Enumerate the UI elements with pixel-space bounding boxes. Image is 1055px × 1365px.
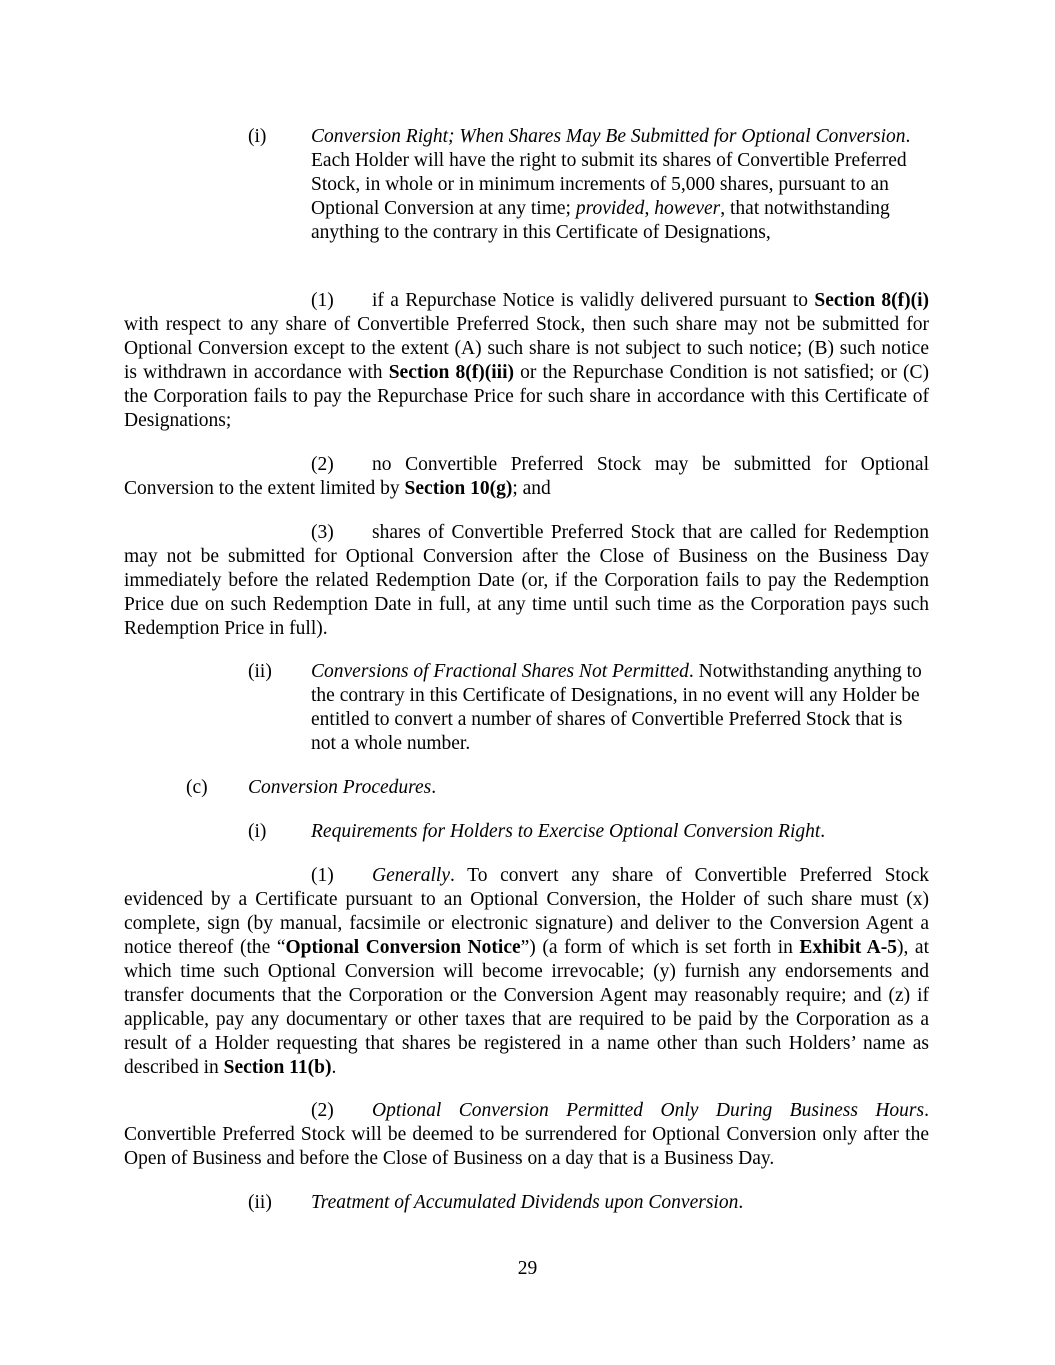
section-reference: Section 11(b): [223, 1057, 332, 1078]
paragraph-label: (2): [311, 1100, 334, 1121]
paragraph-label: (i): [248, 821, 267, 842]
paragraph-heading: Conversions of Fractional Shares Not Permitted: [311, 661, 689, 682]
paragraph-body: Conversions of Fractional Shares Not Permitted. Notwithstanding anything to the contrary in this Certificate of Designations, in no event will any Holder be entitled to convert a number of shares of Convertible Preferred Stock that is not a whole number.: [311, 661, 922, 754]
paragraph-body: shares of Convertible Preferred Stock that are called for Redemption may not be submitted for Optional Conversion after the Close of Business on the Business Day immediately before the related Redemption Date (or, if the Corporation fails to pay the Redemption Price due on such Redemption Date in full, at any time until such time as the Corporation pays such Redemption Price in full).: [124, 522, 929, 639]
exhibit-reference: Exhibit A-5: [799, 937, 897, 958]
paragraph-body: no Convertible Preferred Stock may be submitted for Optional Conversion to the extent limited by Section 10(g); and: [124, 454, 929, 499]
paragraph-heading: Optional Conversion Permitted Only During Business Hours: [372, 1100, 925, 1121]
section-reference: Section 8(f)(i): [814, 290, 929, 311]
paragraph-body: Conversion Procedures.: [248, 777, 437, 798]
paragraph-heading: Treatment of Accumulated Dividends upon Conversion: [311, 1192, 739, 1213]
paragraph-heading: Generally: [372, 865, 450, 886]
defined-term: Optional Conversion Notice: [285, 937, 521, 958]
paragraph-label: (3): [311, 522, 334, 543]
paragraph-body: Optional Conversion Permitted Only During Business Hours. Convertible Preferred Stock will be deemed to be surrendered for Optional Conversion only after the Open of Business and before the Close of Business on a day that is a Business Day.: [124, 1100, 929, 1169]
paragraph-body: Treatment of Accumulated Dividends upon Conversion.: [311, 1192, 744, 1213]
paragraph-label: (i): [248, 126, 267, 147]
section-reference: Section 10(g): [404, 478, 513, 499]
paragraph-heading: Conversion Right; When Shares May Be Submitted for Optional Conversion: [311, 126, 906, 147]
paragraph-heading: Conversion Procedures: [248, 777, 432, 798]
paragraph-heading: Requirements for Holders to Exercise Optional Conversion Right: [311, 821, 821, 842]
paragraph-body: Generally. To convert any share of Convertible Preferred Stock evidenced by a Certificate pursuant to an Optional Conversion, the Holder of such share must (x) complete, sign (by manual, facsimile or electronic signature) and deliver to the Conversion Agent a notice thereof (the “Optional Conversion Notice”) (a form of which is set forth in Exhibit A-5), at which time such Optional Conversion will become irrevocable; (y) furnish any endorsements and transfer documents that the Corporation or the Conversion Agent may reasonably require; and (z) if applicable, pay any documentary or other taxes that are required to be paid by the Corporation as a result of a Holder requesting that shares be registered in a name other than such Holders’ name as described in Section 11(b).: [124, 865, 929, 1078]
section-reference: Section 8(f)(iii): [388, 362, 514, 383]
paragraph-label: (1): [311, 290, 334, 311]
paragraph-body: if a Repurchase Notice is validly delivered pursuant to Section 8(f)(i) with respect to any share of Convertible Preferred Stock, then such share may not be submitted for Optional Conversion except to the extent (A) such share is not subject to such notice; (B) such notice is withdrawn in accordance with Section 8(f)(iii) or the Repurchase Condition is not satisfied; or (C) the Corporation fails to pay the Repurchase Price for such share in accordance with this Certificate of Designations;: [124, 290, 929, 431]
paragraph-label: (c): [186, 777, 208, 798]
paragraph-label: (ii): [248, 661, 272, 682]
paragraph-label: (1): [311, 865, 334, 886]
paragraph-body: Requirements for Holders to Exercise Optional Conversion Right.: [311, 821, 826, 842]
page-number: 29: [517, 1258, 538, 1279]
paragraph-label: (ii): [248, 1192, 272, 1213]
paragraph-label: (2): [311, 454, 334, 475]
paragraph-body: Conversion Right; When Shares May Be Submitted for Optional Conversion. Each Holder will have the right to submit its shares of Convertible Preferred Stock, in whole or in minimum increments of 5,000 shares, pursuant to an Optional Conversion at any time; provided, however, that notwithstanding anything to the contrary in this Certificate of Designations,: [311, 126, 911, 243]
